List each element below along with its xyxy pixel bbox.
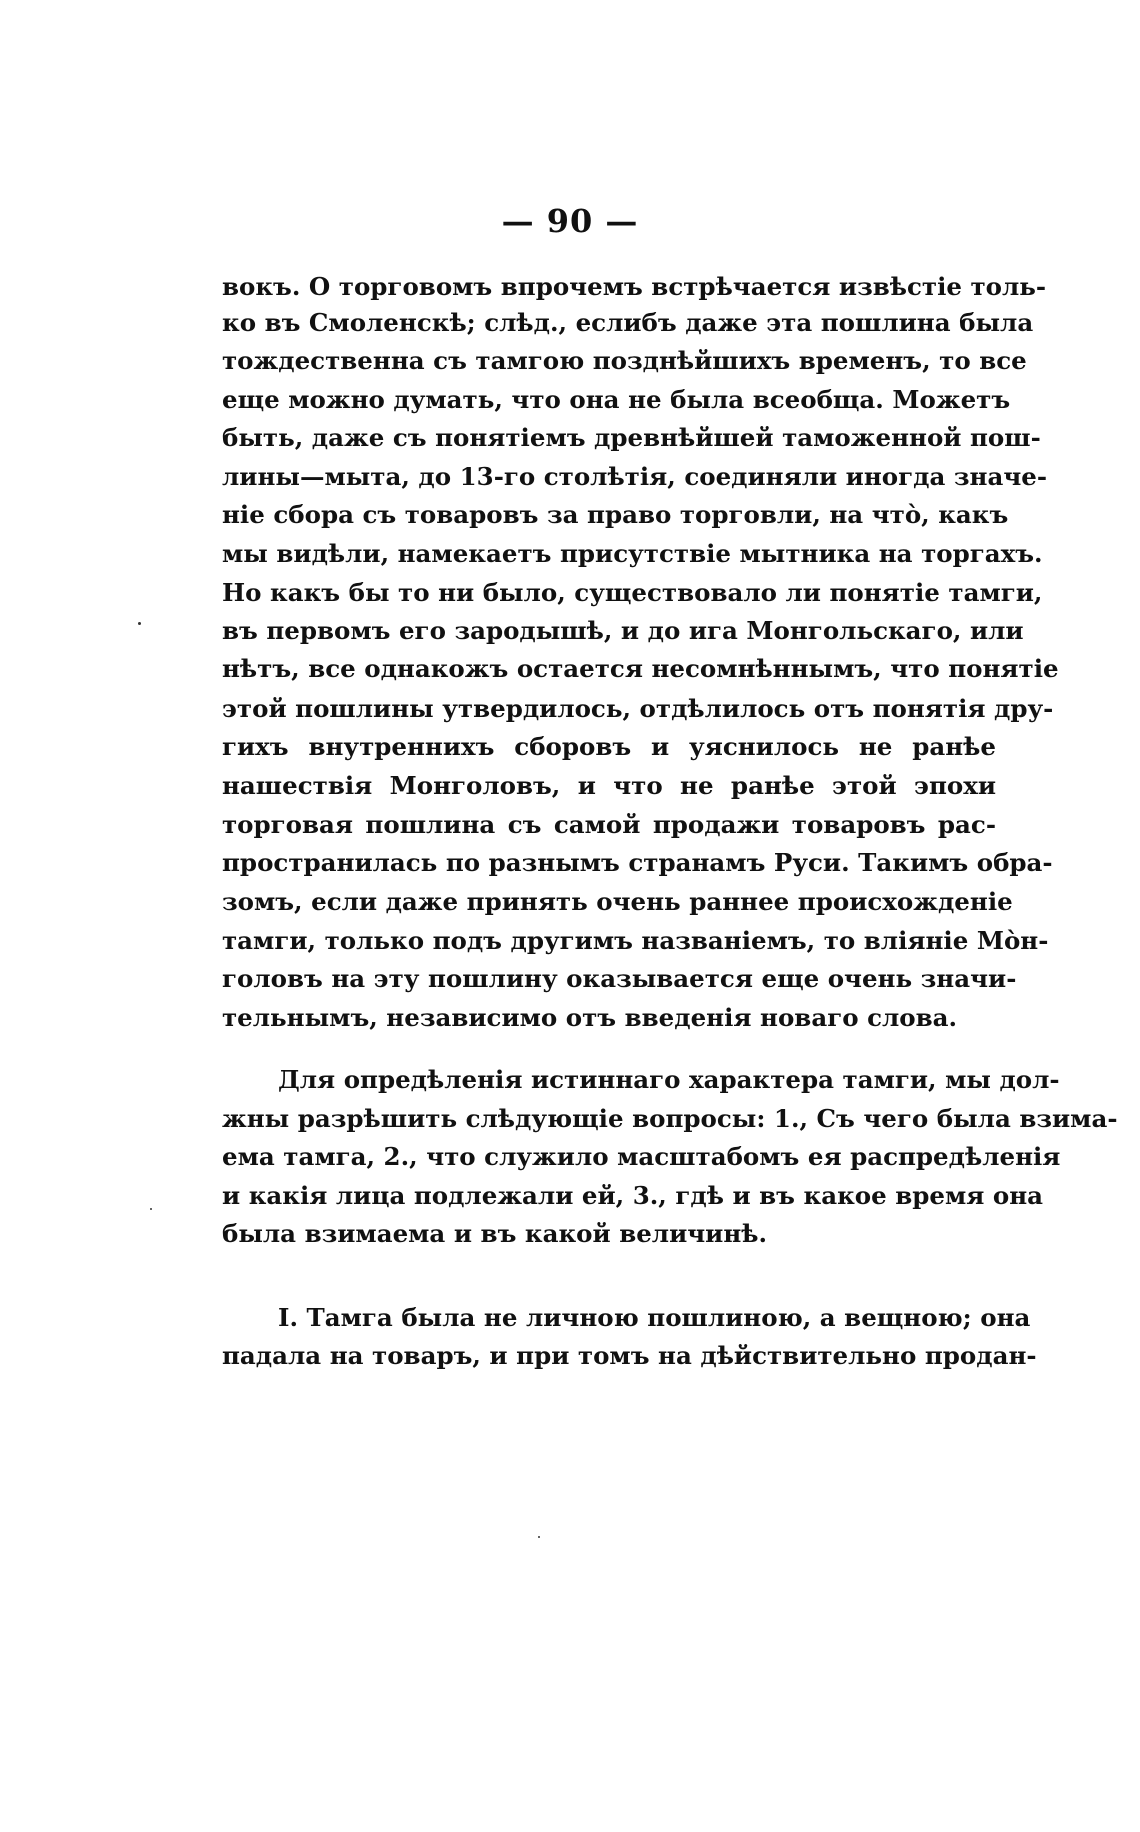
text-line: головъ на эту пошлину оказывается еще очень значи- xyxy=(222,964,1017,993)
page-number: — 90 — xyxy=(501,202,639,240)
text-line: Но какъ бы то ни было, существовало ли понятіе тамги, xyxy=(222,578,1043,607)
text-line: мы видѣли, намекаетъ присутствіе мытника на торгахъ. xyxy=(222,539,1043,568)
text-line: нѣтъ, все однакожъ остается несомнѣннымъ, что понятіе xyxy=(222,654,1059,683)
text-line: I. Тамга была не личною пошлиною, а вещною; она xyxy=(278,1303,1031,1332)
text-line: нашествія Монголовъ, и что не ранѣе этой эпохи xyxy=(222,771,996,800)
scan-speck xyxy=(138,622,141,625)
text-line: и какія лица подлежали ей, 3., гдѣ и въ какое время она xyxy=(222,1181,1044,1210)
text-line: падала на товаръ, и при томъ на дѣйствительно продан- xyxy=(222,1341,1037,1370)
scan-speck xyxy=(538,1536,540,1538)
text-line: пространилась по разнымъ странамъ Руси. Такимъ обра- xyxy=(222,848,1053,877)
text-line: этой пошлины утвердилось, отдѣлилось отъ понятія дру- xyxy=(222,694,1054,723)
text-line: торговая пошлина съ самой продажи товаровъ рас- xyxy=(222,810,996,839)
text-line: ніе сбора съ товаровъ за право торговли, на что̀, какъ xyxy=(222,500,1009,529)
text-line: Для опредѣленія истиннаго характера тамги, мы дол- xyxy=(278,1065,1060,1094)
text-line: гихъ внутреннихъ сборовъ и уяснилось не ранѣе xyxy=(222,732,996,761)
text-line: лины—мыта, до 13-го столѣтія, соединяли иногда значе- xyxy=(222,462,1048,491)
text-line: еще можно думать, что она не была всеобща. Можетъ xyxy=(222,385,1011,414)
text-line: тамги, только подъ другимъ названіемъ, то вліяніе Мо̀н- xyxy=(222,926,1049,955)
text-line: зомъ, если даже принять очень раннее происхожденіе xyxy=(222,887,1013,916)
text-line: вокъ. О торговомъ впрочемъ встрѣчается извѣстіе толь- xyxy=(222,272,1047,301)
text-line: ема тамга, 2., что служило масштабомъ ея распредѣленія xyxy=(222,1142,1061,1171)
text-line: была взимаема и въ какой величинѣ. xyxy=(222,1219,768,1248)
text-line: тождественна съ тамгою позднѣйшихъ временъ, то все xyxy=(222,346,1027,375)
text-line: жны разрѣшить слѣдующіе вопросы: 1., Съ чего была взима- xyxy=(222,1104,1118,1133)
text-line: въ первомъ его зародышѣ, и до ига Монгольскаго, или xyxy=(222,616,1024,645)
text-line: тельнымъ, независимо отъ введенія новаго слова. xyxy=(222,1003,958,1032)
text-line: ко въ Смоленскѣ; слѣд., еслибъ даже эта пошлина была xyxy=(222,308,1034,337)
text-line: быть, даже съ понятіемъ древнѣйшей таможенной пош- xyxy=(222,423,1041,452)
scan-speck xyxy=(150,1208,152,1210)
